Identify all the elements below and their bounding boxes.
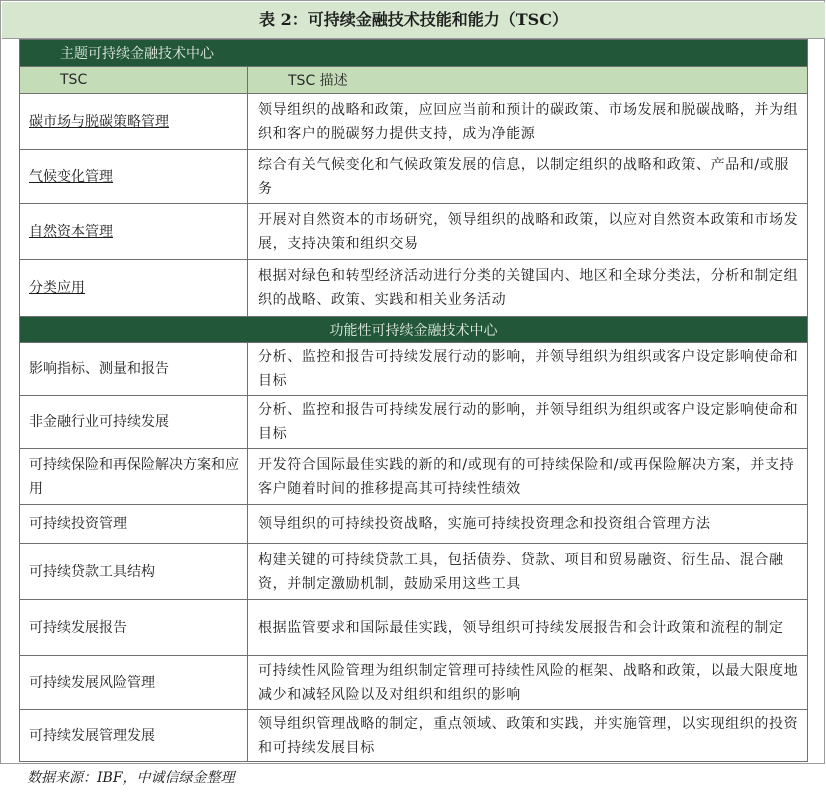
- tsc-name: 可持续发展管理发展: [20, 710, 248, 762]
- table-row: [20, 204, 808, 260]
- tsc-name: 可持续投资管理: [20, 505, 248, 544]
- tsc-desc: 构建关键的可持续贷款工具，包括债券、贷款、项目和贸易融资、衍生品、混合融资，并制定激励机制，鼓励采用这些工具: [248, 544, 808, 600]
- header-row: [20, 67, 808, 94]
- tsc-name[interactable]: [20, 260, 248, 317]
- tsc-name: 非金融行业可持续发展: [20, 396, 248, 449]
- tsc-name: 可持续发展风险管理: [20, 656, 248, 710]
- section-row: [20, 317, 808, 343]
- table-row: [20, 710, 808, 762]
- source-note: 数据来源：IBF，中诚信绿金整理: [27, 770, 235, 786]
- tsc-name-link[interactable]: 碳市场与脱碳策略管理: [29, 113, 169, 130]
- tsc-name: 可持续保险和再保险解决方案和应用: [20, 449, 248, 505]
- table-row: [20, 656, 808, 710]
- table-row: [20, 343, 808, 396]
- tsc-desc: 根据对绿色和转型经济活动进行分类的关键国内、地区和全球分类法，分析和制定组织的战略、政策、实践和相关业务活动: [248, 260, 808, 317]
- table-row: [20, 505, 808, 544]
- tsc-desc: 根据监管要求和国际最佳实践，领导组织可持续发展报告和会计政策和流程的制定: [248, 600, 808, 656]
- table-row: [20, 600, 808, 656]
- tsc-name[interactable]: [20, 150, 248, 204]
- tsc-desc: 分析、监控和报告可持续发展行动的影响，并领导组织为组织或客户设定影响使命和目标: [248, 343, 808, 396]
- tsc-desc: 开展对自然资本的市场研究，领导组织的战略和政策，以应对自然资本政策和市场发展，支持决策和组织交易: [248, 204, 808, 260]
- table-row: [20, 260, 808, 317]
- tsc-name: 影响指标、测量和报告: [20, 343, 248, 396]
- table-row: [20, 94, 808, 150]
- header-tsc-desc: TSC 描述: [248, 67, 808, 94]
- section-title: 功能性可持续金融技术中心: [20, 317, 808, 343]
- section-row: [20, 40, 808, 67]
- tsc-name-link[interactable]: 自然资本管理: [29, 223, 113, 240]
- section-title: 主题可持续金融技术中心: [20, 40, 808, 67]
- tsc-table: [19, 39, 808, 762]
- tsc-name-link[interactable]: 气候变化管理: [29, 168, 113, 185]
- table-row: [20, 396, 808, 449]
- tsc-desc: 可持续性风险管理为组织制定管理可持续性风险的框架、战略和政策，以最大限度地减少和减轻风险以及对组织和组织的影响: [248, 656, 808, 710]
- table-row: [20, 449, 808, 505]
- tsc-name: 可持续发展报告: [20, 600, 248, 656]
- tsc-name[interactable]: [20, 94, 248, 150]
- tsc-name-link[interactable]: 分类应用: [29, 280, 85, 296]
- header-tsc: TSC: [20, 67, 248, 94]
- tsc-name[interactable]: [20, 204, 248, 260]
- table-caption: 表 2：可持续金融技术技能和能力（TSC）: [2, 2, 825, 39]
- tsc-desc: 开发符合国际最佳实践的新的和/或现有的可持续保险和/或再保险解决方案，并支持客户随着时间的推移提高其可持续性绩效: [248, 449, 808, 505]
- tsc-desc: 领导组织的可持续投资战略，实施可持续投资理念和投资组合管理方法: [248, 505, 808, 544]
- tsc-desc: 综合有关气候变化和气候政策发展的信息，以制定组织的战略和政策、产品和/或服务: [248, 150, 808, 204]
- tsc-desc: 领导组织管理战略的制定，重点领域、政策和实践，并实施管理，以实现组织的投资和可持续发展目标: [248, 710, 808, 762]
- tsc-name: 可持续贷款工具结构: [20, 544, 248, 600]
- table-row: [20, 150, 808, 204]
- table-row: [20, 544, 808, 600]
- tsc-desc: 领导组织的战略和政策，应回应当前和预计的碳政策、市场发展和脱碳战略，并为组织和客户的脱碳努力提供支持，成为净能源: [248, 94, 808, 150]
- tsc-desc: 分析、监控和报告可持续发展行动的影响，并领导组织为组织或客户设定影响使命和目标: [248, 396, 808, 449]
